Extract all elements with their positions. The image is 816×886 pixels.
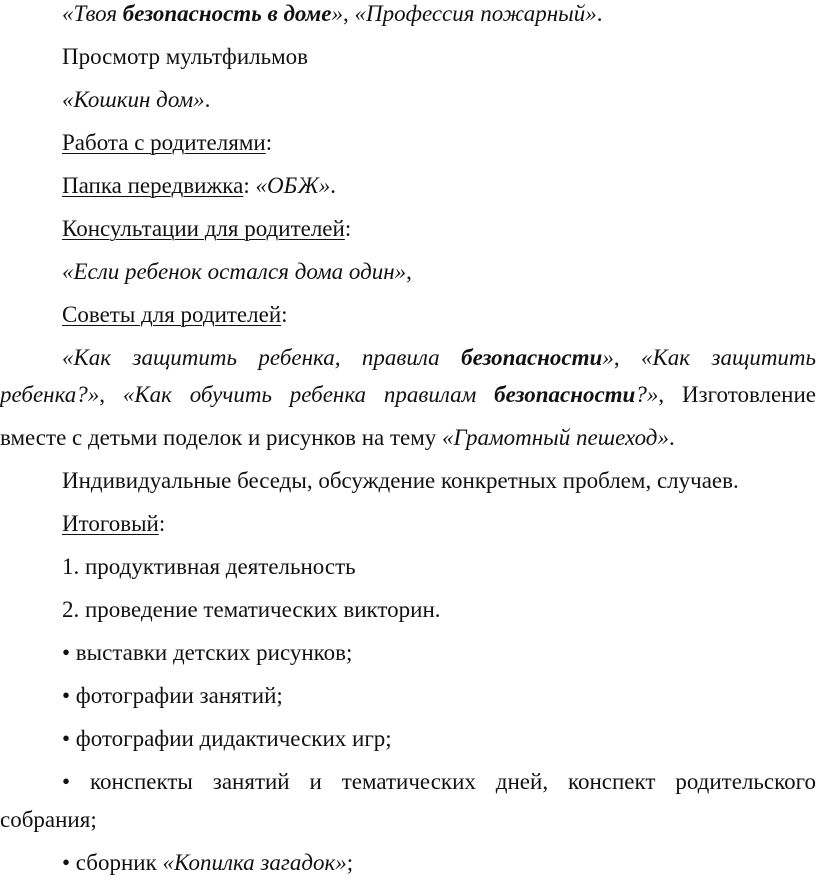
paragraph-advice-line-3: вместе с детьми поделок и рисунков на тему «Грамотный пешеход».	[0, 425, 675, 450]
list-item-1: 1. продуктивная деятельность	[62, 554, 356, 579]
heading-final: Итоговый:	[62, 511, 166, 536]
bullet-item-notes-line-2: собрания;	[0, 807, 97, 832]
bullet-item-drawings: • выставки детских рисунков;	[62, 640, 353, 665]
bullet-item-riddles: • сборник «Копилка загадок»;	[62, 850, 354, 875]
heading-advice: Советы для родителей:	[62, 302, 288, 327]
bullet-item-photos-lessons: • фотографии занятий;	[62, 683, 283, 708]
line-consultation-title: «Если ребенок остался дома один»,	[62, 259, 412, 284]
heading-parents-work: Работа с родителями:	[62, 130, 273, 155]
paragraph-advice-line-2: ребенка?», «Как обучить ребенка правилам безопасности?», Изготовление	[0, 382, 816, 407]
line-individual-talks: Индивидуальные беседы, обсуждение конкретных проблем, случаев.	[62, 468, 739, 493]
paragraph-advice-line-1: «Как защитить ребенка, правила безопасности», «Как защитить	[62, 345, 816, 370]
bullet-item-photos-games: • фотографии дидактических игр;	[62, 726, 392, 751]
bullet-item-notes-line-1: • конспекты занятий и тематических дней, конспект родительского	[62, 769, 816, 794]
list-item-2: 2. проведение тематических викторин.	[62, 597, 441, 622]
heading-consultations: Консультации для родителей:	[62, 216, 352, 241]
line-themes: «Твоя безопасность в доме», «Профессия пожарный».	[62, 1, 603, 26]
line-cartoon-title: «Кошкин дом».	[62, 87, 211, 112]
line-folder: Папка передвижка: «ОБЖ».	[62, 173, 337, 198]
line-cartoons: Просмотр мультфильмов	[62, 44, 309, 69]
